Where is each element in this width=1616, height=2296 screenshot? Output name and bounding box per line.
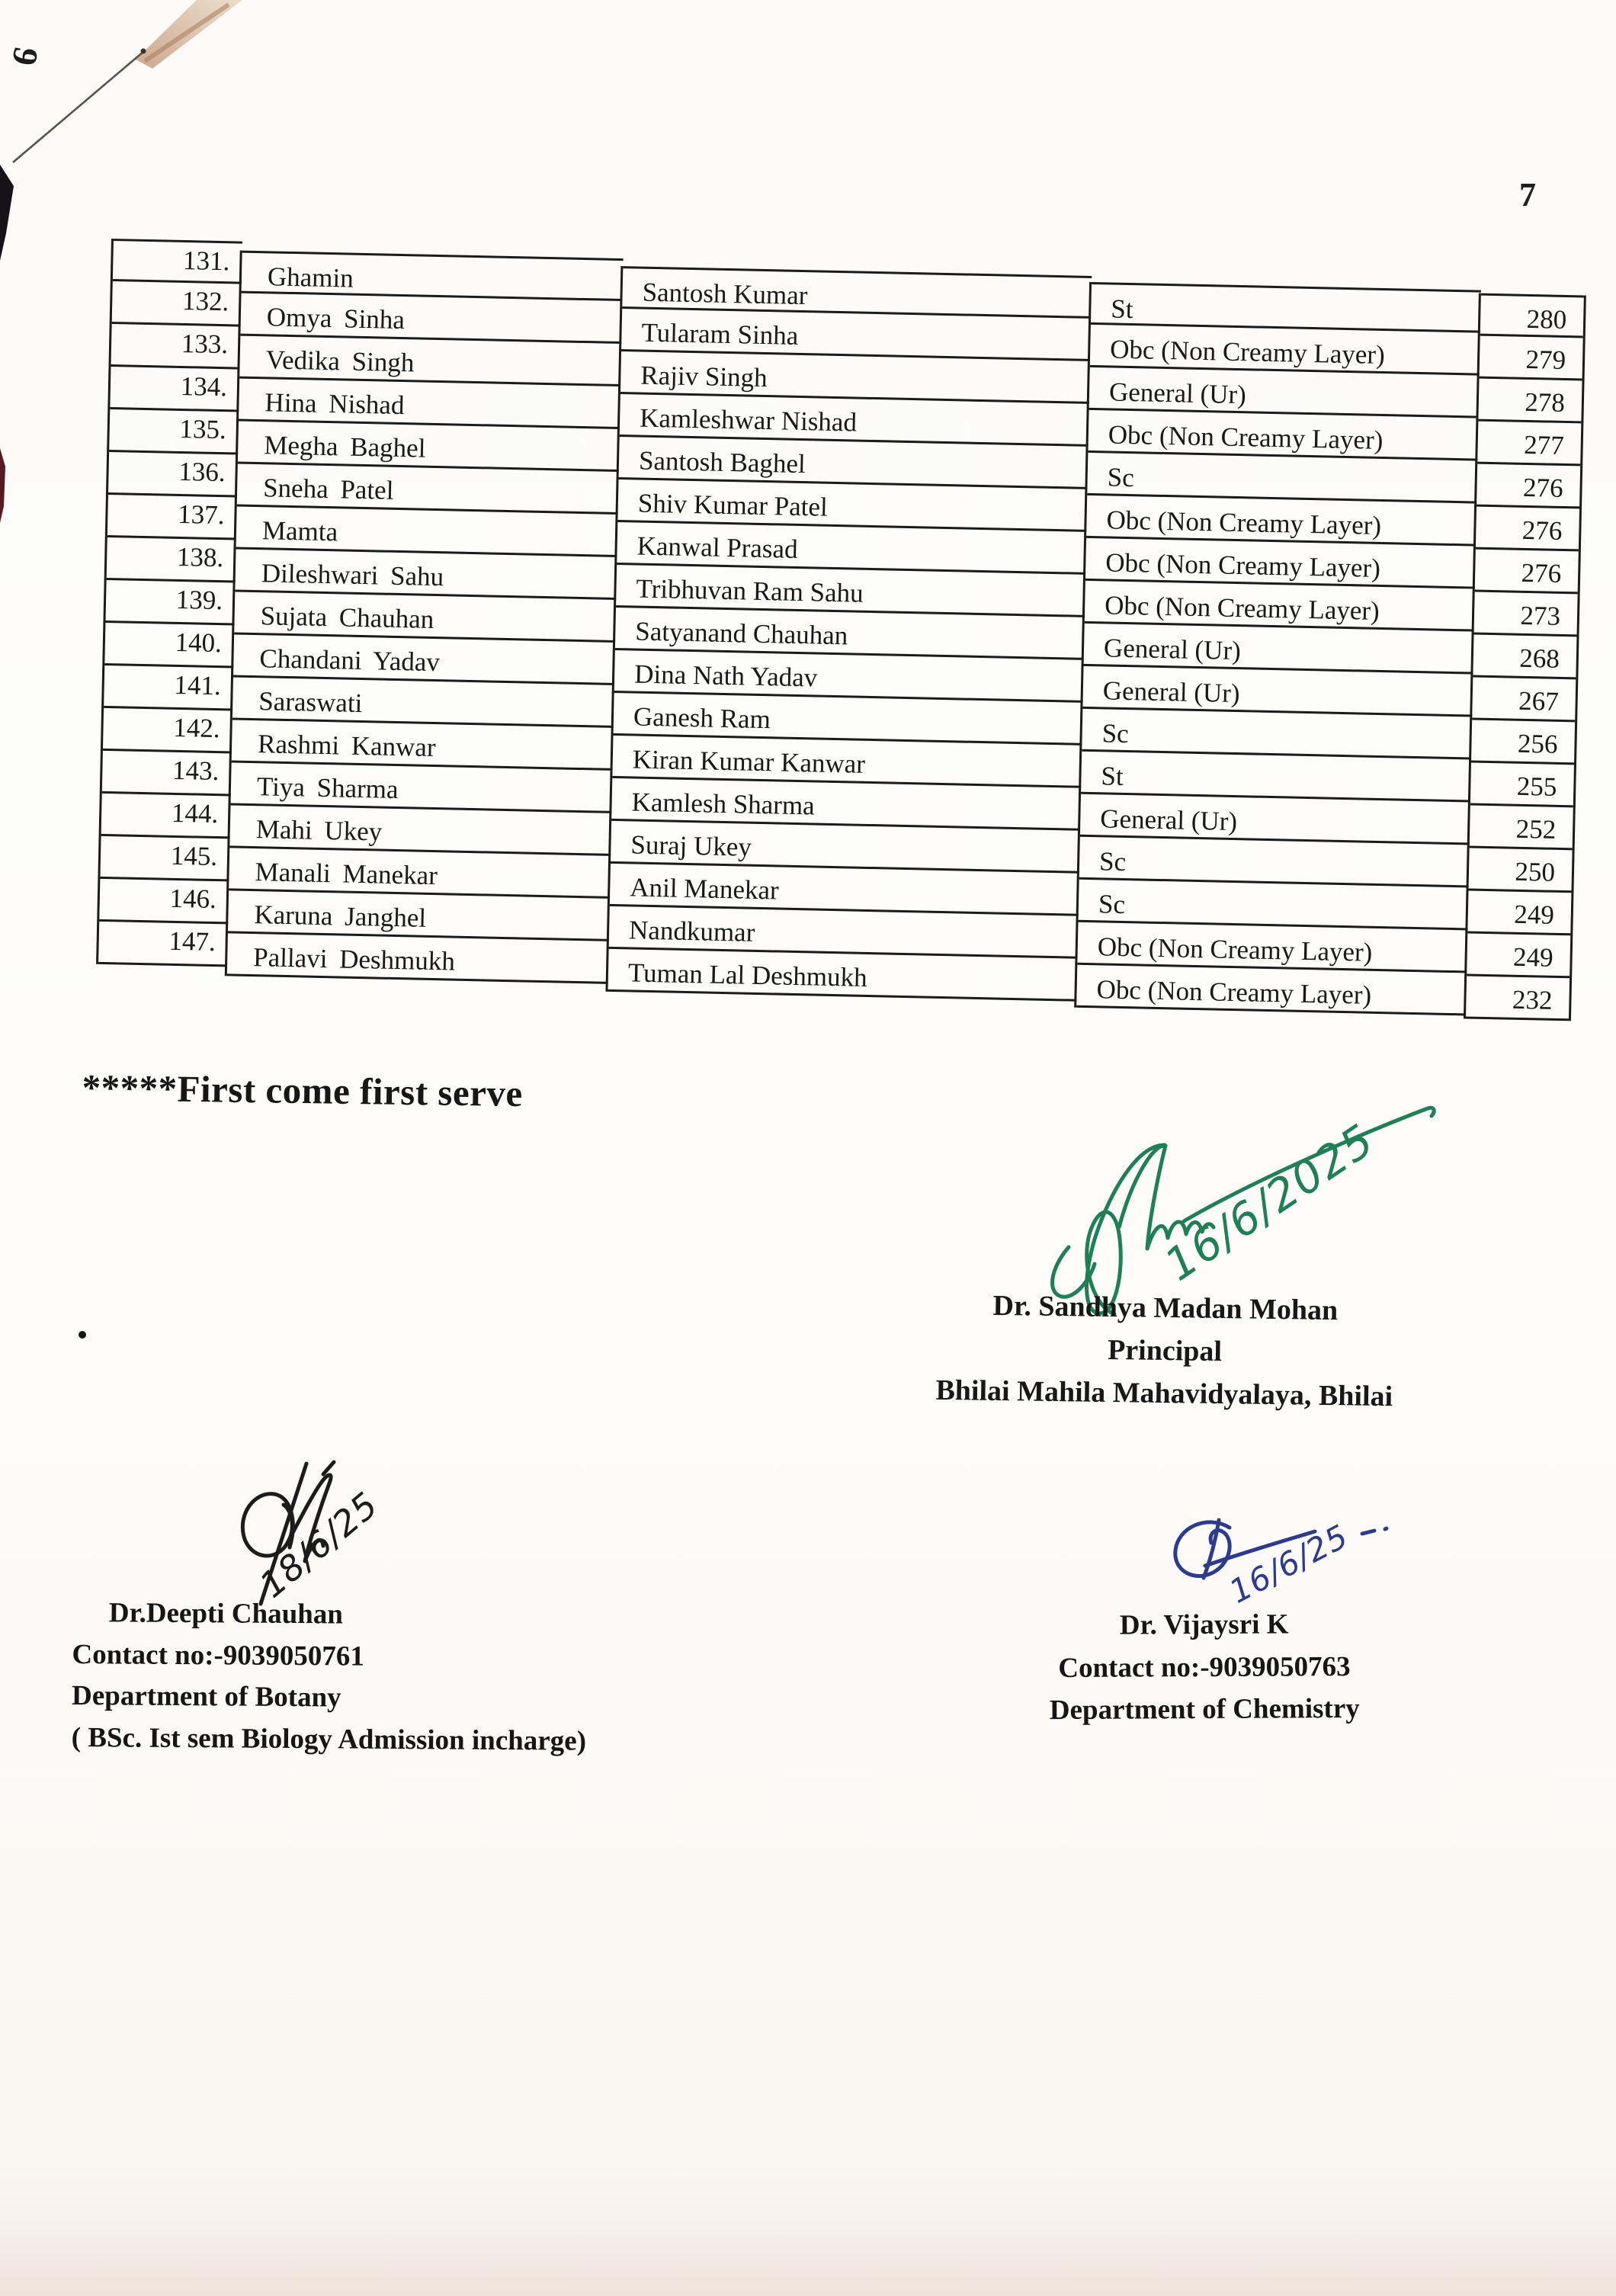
table-cell-father-name: Suraj Ukey bbox=[611, 821, 1080, 874]
table-cell-serial: 132. bbox=[112, 281, 242, 327]
table-cell-name: Dileshwari Sahu bbox=[235, 550, 617, 600]
signature-stroke bbox=[323, 1462, 334, 1474]
principal-name: Dr. Sandhya Madan Mohan bbox=[992, 1289, 1339, 1327]
botany-incharge-contact: Contact no:-9039050761 bbox=[72, 1638, 364, 1672]
table-cell-category: Sc bbox=[1087, 453, 1477, 504]
table-cell-marks: 278 bbox=[1478, 379, 1582, 424]
table-cell-category: Sc bbox=[1078, 880, 1468, 931]
table-cell-serial: 140. bbox=[104, 623, 234, 669]
principal-institution: Bhilai Mahila Mahavidyalaya, Bhilai bbox=[935, 1374, 1393, 1413]
table-cell-father-name: Rajiv Singh bbox=[620, 351, 1090, 404]
table-cell-father-name: Kanwal Prasad bbox=[617, 522, 1086, 575]
table-cell-category: Obc (Non Creamy Layer) bbox=[1088, 410, 1478, 461]
table-cell-father-name: Kamleshwar Nishad bbox=[620, 394, 1089, 447]
table-cell-category: General (Ur) bbox=[1089, 367, 1480, 418]
table-cell-name: Ghamin bbox=[242, 251, 624, 301]
table-column-father-name bbox=[605, 266, 1092, 1002]
table-cell-father-name: Nandkumar bbox=[609, 906, 1079, 959]
table-cell-father-name: Satyanand Chauhan bbox=[615, 608, 1085, 660]
table-cell-serial: 144. bbox=[101, 794, 231, 839]
signature-stroke bbox=[1087, 1145, 1165, 1314]
table-cell-father-name: Anil Manekar bbox=[610, 864, 1079, 916]
table-cell-category: General (Ur) bbox=[1080, 794, 1470, 845]
table-cell-father-name: Tribhuvan Ram Sahu bbox=[616, 565, 1085, 617]
table-cell-father-name: Tuman Lal Deshmukh bbox=[608, 949, 1077, 1002]
table-cell-serial: 145. bbox=[100, 836, 229, 882]
chemistry-incharge-name: Dr. Vijaysri K bbox=[1119, 1608, 1289, 1641]
table-cell-serial: 142. bbox=[103, 708, 232, 754]
table-cell-category: Obc (Non Creamy Layer) bbox=[1086, 495, 1477, 547]
admission-table bbox=[94, 239, 1605, 1093]
table-cell-father-name: Santosh Baghel bbox=[619, 437, 1089, 489]
table-cell-marks: 252 bbox=[1470, 805, 1573, 850]
edge-tear-dark bbox=[0, 165, 14, 261]
botany-incharge-signature bbox=[207, 1457, 413, 1610]
table-cell-serial: 138. bbox=[107, 537, 236, 583]
first-come-first-serve-note: *****First come first serve bbox=[82, 1066, 524, 1115]
chemistry-incharge-contact: Contact no:-9039050763 bbox=[1058, 1650, 1351, 1684]
table-cell-serial: 137. bbox=[107, 495, 237, 540]
table-column-category bbox=[1074, 282, 1481, 1016]
fold-line-dot bbox=[141, 49, 146, 54]
chemistry-incharge-department: Department of Chemistry bbox=[1049, 1693, 1360, 1727]
corner-page-mark: 9 bbox=[5, 44, 46, 69]
table-cell-category: Obc (Non Creamy Layer) bbox=[1076, 965, 1467, 1016]
signature-flick bbox=[1362, 1528, 1387, 1534]
table-cell-name: Sujata Chauhan bbox=[234, 592, 616, 643]
table-cell-name: Omya Sinha bbox=[240, 293, 622, 344]
table-cell-category: Obc (Non Creamy Layer) bbox=[1085, 538, 1476, 589]
fold-pencil-line bbox=[13, 52, 143, 162]
table-cell-category: General (Ur) bbox=[1082, 666, 1473, 717]
table-cell-name: Megha Baghel bbox=[238, 422, 620, 472]
table-cell-name: Pallavi Deshmukh bbox=[227, 933, 609, 983]
table-cell-marks: 249 bbox=[1467, 933, 1570, 978]
table-cell-name: Vedika Singh bbox=[239, 336, 621, 386]
table-cell-father-name: Ganesh Ram bbox=[613, 693, 1082, 746]
table-cell-name: Mamta bbox=[236, 507, 618, 557]
table-column-name bbox=[225, 251, 624, 984]
table-cell-marks: 232 bbox=[1466, 976, 1570, 1021]
table-cell-father-name: Shiv Kumar Patel bbox=[617, 479, 1087, 532]
table-cell-marks: 267 bbox=[1472, 678, 1576, 723]
principal-block bbox=[899, 1287, 1431, 1423]
table-cell-serial: 136. bbox=[108, 452, 238, 498]
table-cell-serial: 139. bbox=[105, 580, 235, 626]
table-cell-category: Obc (Non Creamy Layer) bbox=[1077, 922, 1467, 973]
table-cell-name: Rashmi Kanwar bbox=[232, 720, 614, 770]
table-cell-marks: 277 bbox=[1477, 422, 1581, 467]
chemistry-incharge-signature bbox=[1162, 1511, 1399, 1614]
table-cell-category: Obc (Non Creamy Layer) bbox=[1090, 325, 1480, 376]
table-cell-marks: 276 bbox=[1476, 507, 1579, 552]
table-cell-marks: 276 bbox=[1475, 550, 1579, 595]
table-cell-father-name: Kamlesh Sharma bbox=[611, 778, 1081, 831]
table-cell-name: Saraswati bbox=[232, 677, 614, 727]
table-cell-serial: 143. bbox=[102, 751, 232, 797]
botany-incharge-name: Dr.Deepti Chauhan bbox=[108, 1597, 344, 1631]
botany-incharge-block bbox=[71, 1598, 667, 1768]
principal-title: Principal bbox=[1107, 1334, 1223, 1368]
table-cell-category: General (Ur) bbox=[1084, 624, 1474, 675]
signature-stroke bbox=[1175, 1522, 1230, 1576]
table-cell-category: Obc (Non Creamy Layer) bbox=[1085, 581, 1475, 632]
table-column-serial bbox=[96, 239, 242, 967]
botany-signature-date: 18/6/25 bbox=[252, 1483, 386, 1606]
table-cell-name: Mahi Ukey bbox=[229, 805, 611, 855]
table-cell-category: Sc bbox=[1082, 709, 1472, 760]
table-cell-category: St bbox=[1081, 752, 1471, 803]
edge-tear-maroon bbox=[0, 448, 5, 523]
botany-incharge-department: Department of Botany bbox=[71, 1680, 341, 1714]
table-cell-marks: 255 bbox=[1470, 763, 1574, 808]
table-cell-name: Manali Manekar bbox=[229, 848, 611, 898]
botany-incharge-role: ( BSc. Ist sem Biology Admission incharge) bbox=[71, 1722, 587, 1757]
table-cell-serial: 147. bbox=[98, 922, 228, 967]
chemistry-incharge-block bbox=[968, 1608, 1441, 1738]
page-number: 7 bbox=[1519, 176, 1536, 213]
table-cell-name: Sneha Patel bbox=[237, 464, 619, 515]
table-cell-marks: 249 bbox=[1467, 890, 1571, 935]
table-cell-marks: 279 bbox=[1480, 336, 1583, 381]
table-cell-category: Sc bbox=[1079, 837, 1470, 888]
table-cell-name: Karuna Janghel bbox=[228, 890, 610, 941]
table-cell-marks: 250 bbox=[1468, 848, 1572, 893]
table-cell-serial: 135. bbox=[109, 409, 239, 455]
table-cell-marks: 280 bbox=[1480, 293, 1584, 338]
table-cell-father-name: Tularam Sinha bbox=[621, 309, 1091, 361]
table-cell-serial: 134. bbox=[110, 367, 239, 412]
table-cell-serial: 146. bbox=[99, 879, 229, 925]
table-cell-category: St bbox=[1091, 282, 1481, 333]
chemistry-signature-date: 16/6/25 bbox=[1223, 1517, 1355, 1611]
table-cell-father-name: Santosh Kumar bbox=[622, 266, 1092, 319]
table-column-marks bbox=[1464, 293, 1586, 1021]
principal-signature-date: 16/6/2025 bbox=[1155, 1113, 1384, 1291]
table-cell-father-name: Dina Nath Yadav bbox=[614, 650, 1084, 703]
table-cell-marks: 256 bbox=[1471, 720, 1575, 765]
table-cell-marks: 268 bbox=[1473, 635, 1576, 680]
table-cell-marks: 273 bbox=[1474, 592, 1578, 637]
table-cell-serial: 141. bbox=[104, 665, 233, 711]
stray-ink-dot bbox=[79, 1331, 86, 1339]
table-cell-serial: 131. bbox=[113, 239, 242, 284]
table-cell-father-name: Kiran Kumar Kanwar bbox=[612, 736, 1082, 788]
table-cell-serial: 133. bbox=[111, 324, 240, 370]
table-cell-name: Hina Nishad bbox=[239, 379, 620, 429]
table-cell-marks: 276 bbox=[1477, 464, 1580, 509]
table-cell-name: Tiya Sharma bbox=[230, 762, 612, 813]
table-cell-name: Chandani Yadav bbox=[233, 634, 615, 685]
